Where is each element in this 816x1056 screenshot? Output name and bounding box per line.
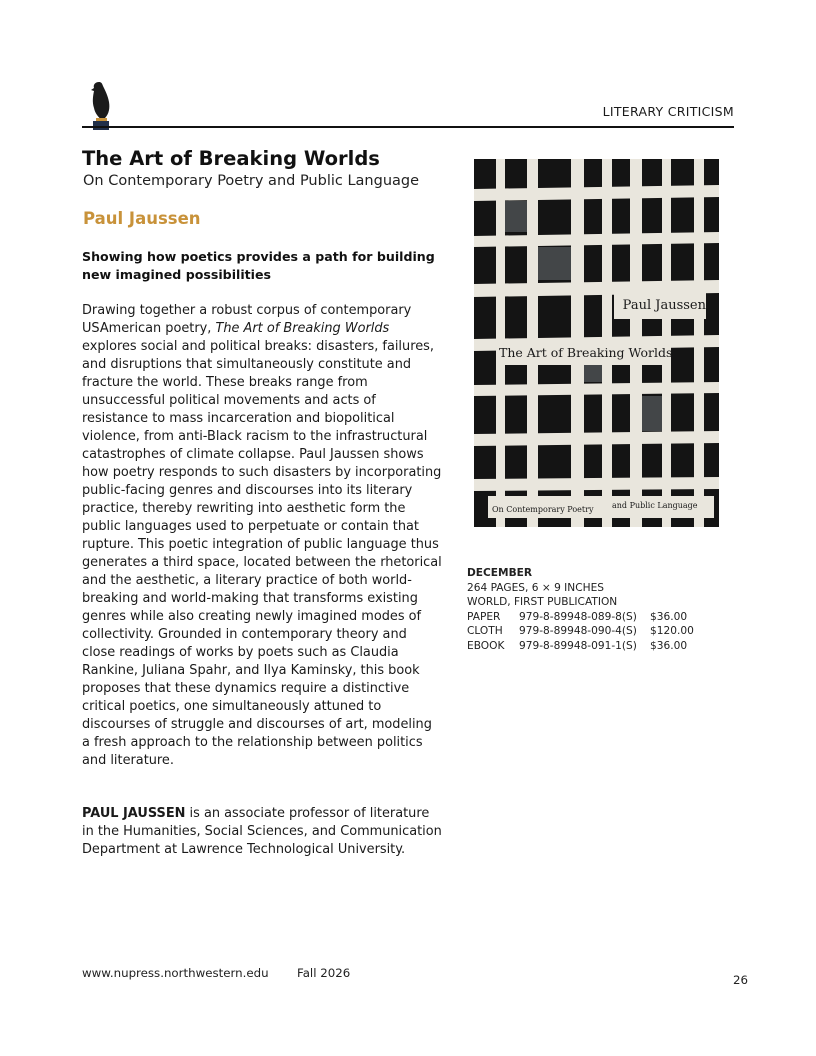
- format-label: EBOOK: [467, 639, 505, 652]
- header-rule: [82, 126, 734, 128]
- publication-rights: WORLD, FIRST PUBLICATION: [467, 596, 618, 608]
- book-description: [82, 302, 442, 770]
- bio-text: is an associate professor of literature in the Humanities, Social Sciences, and Communication Department at Lawrence Technological University.: [82, 806, 442, 857]
- author-bio: [82, 805, 442, 859]
- book-title: The Art of Breaking Worlds: [82, 147, 380, 170]
- format-row: [467, 639, 737, 654]
- format-price: $120.00: [650, 625, 694, 637]
- format-price: $36.00: [650, 639, 688, 652]
- footer-season: Fall 2026: [297, 966, 351, 980]
- format-isbn: 979-8-89948-091-1(S): [519, 639, 637, 652]
- book-author: Paul Jaussen: [83, 209, 201, 228]
- section-label: LITERARY CRITICISM: [602, 104, 734, 119]
- description-part-1: Drawing together a robust corpus of contemporary USAmerican poetry,: [82, 303, 412, 336]
- cover-subtitle-right: and Public Language: [612, 501, 698, 510]
- bird-logo-icon: [84, 80, 116, 130]
- bio-name: PAUL JAUSSEN: [82, 806, 186, 821]
- footer-url-link[interactable]: www.nupress.northwestern.edu: [82, 966, 269, 980]
- page-count: 264 PAGES, 6 × 9 INCHES: [467, 581, 605, 594]
- format-isbn: 979-8-89948-089-8(S): [519, 610, 637, 623]
- book-subtitle: On Contemporary Poetry and Public Language: [83, 173, 420, 189]
- cover-author: Paul Jaussen: [622, 298, 706, 313]
- format-price: $36.00: [650, 610, 688, 623]
- format-label: PAPER: [467, 610, 501, 623]
- book-tagline: Showing how poetics provides a path for building new imagined possibilities: [82, 249, 435, 282]
- book-cover-image: [474, 159, 719, 527]
- description-part-2: explores social and political breaks: disasters, failures, and disruptions that simultaneously constitute and fracture the world. These breaks range from unsuccessful political movements and acts of resistance to mass incarceration and biopolitical violence, from anti-Black racism to the infrastructural catastrophes of climate collapse. Paul Jaussen shows how poetry responds to such disasters by incorporating public-facing genres and discourses into its literary practice, thereby rewriting into aesthetic form the public languages used to perpetuate or contain that rupture. This poetic integration of public language thus generates a third space, located between the rhetorical and the aesthetic, a literary practice of both world-breaking and world-making that transforms existing genres while also creating newly imagined modes of collectivity. Grounded in contemporary theory and close readings of works by poets such as Claudia Rankine, Juliana Spahr, and Ilya Kaminsky, this book proposes that these dynamics require a distinctive critical poetics, one simultaneously attuned to discourses of struggle and discourses of art, modeling a fresh approach to the relationship between politics and literature.: [82, 339, 442, 768]
- format-isbn: 979-8-89948-090-4(S): [519, 625, 637, 637]
- publication-month: DECEMBER: [467, 567, 533, 579]
- format-row: [467, 624, 737, 639]
- page-number: 26: [732, 973, 748, 987]
- format-row: [467, 610, 737, 625]
- cover-title: The Art of Breaking Worlds: [499, 345, 673, 360]
- publication-details: [467, 566, 737, 653]
- format-label: CLOTH: [467, 625, 503, 637]
- description-italic-title: The Art of Breaking Worlds: [215, 321, 390, 336]
- cover-subtitle-left: On Contemporary Poetry: [492, 505, 594, 514]
